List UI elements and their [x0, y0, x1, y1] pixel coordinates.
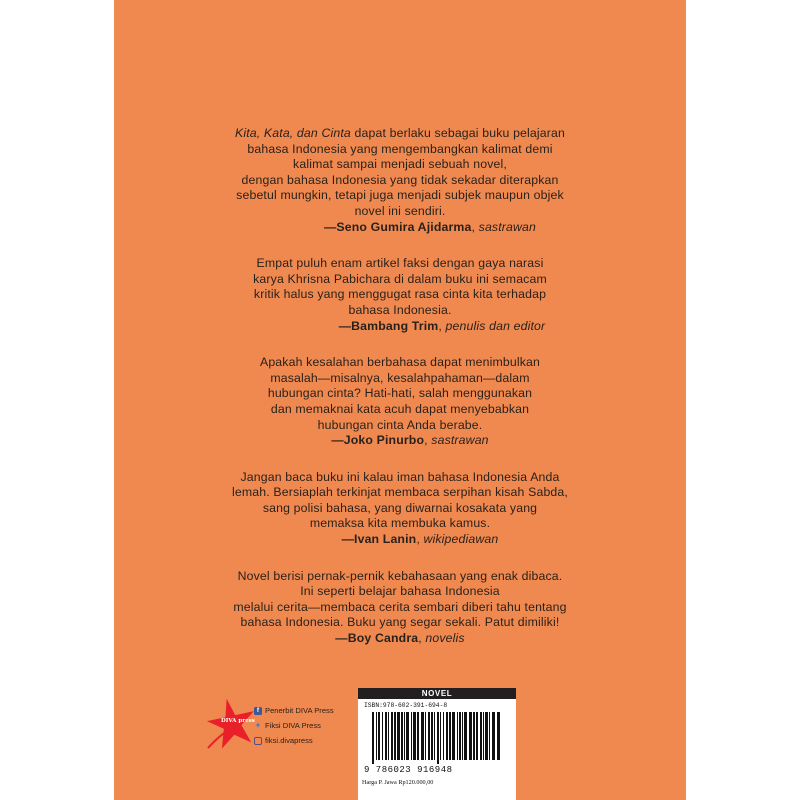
barcode-bar	[492, 712, 495, 760]
barcode-bar	[483, 712, 484, 760]
barcode-bar	[417, 712, 419, 760]
barcode-bar	[385, 712, 387, 760]
back-cover	[114, 0, 686, 800]
blurb-attribution: —Joko Pinurbo, sastrawan	[331, 433, 489, 448]
barcode-bar	[394, 712, 396, 760]
author-role: penulis dan editor	[445, 318, 546, 333]
barcode-bar	[382, 712, 383, 760]
blurb-line: Kita, Kata, dan Cinta dapat berlaku sebagai buku pelajaran	[234, 126, 566, 140]
barcode-bar	[464, 712, 467, 760]
barcode-bar	[489, 712, 490, 760]
blurb-list	[114, 126, 686, 668]
book-title-italic: Kita, Kata, dan Cinta	[234, 126, 351, 140]
blurb-line: Novel berisi pernak-pernik kebahasaan yang enak dibaca.	[237, 568, 563, 583]
barcode-bar	[411, 712, 412, 760]
publisher-logo	[202, 694, 260, 754]
barcode-bar	[462, 712, 463, 760]
social-label: Fiksi DIVA Press	[265, 721, 321, 730]
barcode-bar	[473, 712, 475, 760]
blurb-line: kritik halus yang menggugat rasa cinta kita terhadap	[253, 287, 547, 302]
logo-wordmark: DIVA press	[221, 718, 255, 724]
blurb-line: novel ini sendiri.	[354, 203, 446, 218]
barcode-bar	[404, 712, 405, 760]
barcode-bar	[452, 712, 455, 760]
barcode-bars	[372, 712, 504, 764]
blurb-attribution: —Ivan Lanin, wikipediawan	[341, 532, 499, 547]
blurb-line: dan memaknai kata acuh dapat menyebabkan	[270, 401, 530, 416]
blurb-seno	[114, 126, 686, 235]
blurb-line: karya Khrisna Pabichara di dalam buku ini semacam	[253, 271, 547, 286]
social-twitter[interactable]	[254, 718, 334, 733]
blurb-line: Empat puluh enam artikel faksi dengan gaya narasi	[256, 256, 544, 271]
barcode-bar	[434, 712, 435, 760]
barcode-bar	[443, 712, 444, 760]
social-instagram[interactable]	[254, 733, 334, 748]
blurb-ivan	[114, 470, 686, 548]
blurb-line: memaksa kita membuka kamus.	[309, 516, 491, 531]
barcode-bar	[459, 712, 461, 760]
barcode-bar	[428, 712, 430, 760]
barcode-bar	[497, 712, 500, 760]
barcode-bar	[437, 712, 439, 764]
author-role: sastrawan	[431, 433, 489, 448]
barcode-bar	[449, 712, 451, 760]
blurb-line: bahasa Indonesia yang mengembangkan kalimat demi	[247, 141, 553, 156]
blurb-line: melalui cerita—membaca cerita sembari diberi tahu tentang	[233, 599, 567, 614]
social-label: Penerbit DIVA Press	[265, 706, 334, 715]
author-role: novelis	[425, 631, 465, 646]
barcode-bar	[397, 712, 400, 760]
author-name: —Ivan Lanin	[341, 532, 417, 547]
social-label: fiksi.divapress	[265, 736, 313, 745]
barcode-bar	[378, 712, 380, 760]
instagram-icon	[254, 737, 262, 745]
barcode-bar	[406, 712, 409, 760]
isbn-text: ISBN:978-602-391-694-8	[364, 702, 448, 709]
blurb-bambang	[114, 256, 686, 334]
blurb-boy	[114, 569, 686, 647]
blurb-line: bahasa Indonesia.	[348, 302, 452, 317]
barcode-bar	[476, 712, 478, 760]
price-text: Harga P. Jawa Rp120.000,00	[362, 779, 434, 786]
blurb-line: Ini seperti belajar bahasa Indonesia	[300, 584, 500, 599]
barcode-bar	[401, 712, 403, 760]
barcode-bar	[485, 712, 488, 760]
genre-label: NOVEL	[358, 688, 516, 699]
barcode-bar	[391, 712, 393, 760]
blurb-line: Jangan baca buku ini kalau iman bahasa Indonesia Anda	[240, 469, 560, 484]
social-facebook[interactable]	[254, 703, 334, 718]
barcode-bar	[425, 712, 426, 760]
blurb-line: kalimat sampai menjadi sebuah novel,	[293, 157, 507, 172]
barcode-bar	[469, 712, 472, 760]
barcode-block	[358, 688, 516, 800]
social-links	[254, 703, 334, 748]
barcode-bar	[431, 712, 433, 760]
blurb-line: hubungan cinta? Hati-hati, salah menggunakan	[267, 386, 533, 401]
blurb-attribution: —Bambang Trim, penulis dan editor	[338, 318, 546, 333]
author-name: —Seno Gumira Ajidarma	[323, 219, 472, 234]
twitter-icon: ✦	[254, 720, 262, 730]
blurb-line: lemah. Bersiaplah terkinjat membaca serpihan kisah Sabda,	[232, 485, 568, 500]
facebook-icon: f	[254, 707, 262, 715]
barcode-digits: 9 786023 916948	[364, 765, 453, 775]
blurb-line: sang polisi bahasa, yang diwarnai kosakata yang	[262, 500, 538, 515]
barcode-bar	[440, 712, 441, 760]
blurb-joko	[114, 355, 686, 449]
star-logo-icon	[202, 694, 260, 754]
barcode-bar	[421, 712, 424, 760]
barcode-bar	[446, 712, 448, 760]
barcode-bar	[388, 712, 389, 760]
author-role: sastrawan	[478, 219, 537, 234]
blurb-attribution: —Seno Gumira Ajidarma, sastrawan	[323, 219, 537, 234]
blurb-line: dengan bahasa Indonesia yang tidak sekadar diterapkan	[241, 172, 559, 187]
barcode-bar	[480, 712, 482, 760]
author-name: —Boy Candra	[335, 631, 419, 646]
barcode-bar	[413, 712, 416, 760]
blurb-line: Apakah kesalahan berbahasa dapat menimbulkan	[259, 355, 541, 370]
barcode-bar	[372, 712, 374, 764]
barcode-bar	[376, 712, 377, 760]
blurb-line: masalah—misalnya, kesalahpahaman—dalam	[270, 370, 530, 385]
author-name: —Bambang Trim	[338, 318, 439, 333]
author-name: —Joko Pinurbo	[331, 433, 425, 448]
blurb-line: sebetul mungkin, tetapi juga menjadi subjek maupun objek	[236, 188, 564, 203]
blurb-attribution: —Boy Candra, novelis	[335, 631, 465, 646]
barcode-bar	[457, 712, 458, 760]
blurb-line: bahasa Indonesia. Buku yang segar sekali. Patut dimiliki!	[240, 615, 560, 630]
author-role: wikipediawan	[423, 532, 499, 547]
blurb-line: hubungan cinta Anda berabe.	[317, 417, 483, 432]
